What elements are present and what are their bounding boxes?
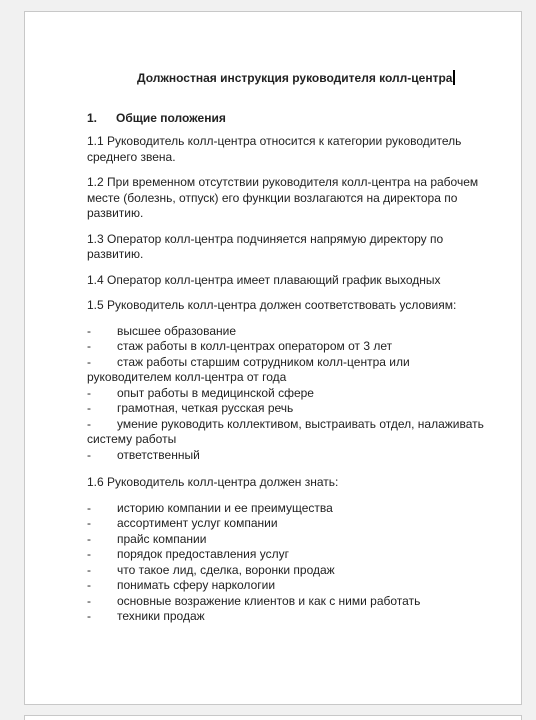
list-item-text: опыт работы в медицинской сфере (117, 385, 314, 400)
bullet-dash: - (87, 401, 91, 415)
document-title (96, 70, 496, 87)
list-item (87, 563, 487, 579)
list-item (87, 609, 487, 625)
list-item-text: понимать сферу наркологии (117, 578, 276, 592)
list-item (87, 578, 487, 594)
bullet-dash: - (87, 339, 91, 353)
bullet-dash: - (87, 578, 91, 592)
list-item (87, 324, 487, 340)
bullet-dash: - (87, 609, 91, 623)
paragraph-1-3: 1.3 Оператор колл-центра подчиняется напрямую директору по развитию. (87, 231, 444, 261)
list-item-text: прайс компании (117, 531, 207, 546)
list-item (87, 448, 487, 464)
list-item-text: стаж работы в колл-центрах оператором от 3 лет (117, 339, 393, 353)
document-page (24, 11, 522, 705)
paragraph-1-5: 1.5 Руководитель колл-центра должен соответствовать условиям: (87, 298, 457, 312)
section-title: Общие положения (116, 110, 226, 125)
list-item-text: ответственный (117, 447, 200, 462)
paragraph-1-6: 1.6 Руководитель колл-центра должен знать: (87, 475, 339, 489)
bullet-dash: - (87, 323, 91, 338)
list-item-text: ассортимент услуг компании (117, 516, 278, 530)
list-item-text: умение руководить коллективом, выстраивать отдел, налаживать систему работы (87, 416, 484, 446)
paragraph-1-2: 1.2 При временном отсутствии руководителя колл-центра на рабочем месте (болезнь, отпуск) его функции возлагаются на директора по развитию. (87, 175, 479, 220)
bullet-dash: - (87, 593, 91, 608)
list-item (87, 339, 487, 355)
bullet-dash: - (87, 447, 91, 462)
list-item-text: высшее образование (117, 323, 237, 338)
list-item (87, 594, 487, 610)
list-item (87, 532, 487, 548)
section-heading (87, 111, 487, 127)
list-item-text: порядок предоставления услуг (117, 547, 289, 561)
document-body[interactable] (87, 70, 487, 625)
requirements-list (87, 324, 487, 464)
section-number: 1. (87, 110, 98, 125)
list-item (87, 401, 487, 417)
bullet-dash: - (87, 416, 91, 431)
text-cursor (453, 70, 455, 85)
list-item (87, 386, 487, 402)
list-item-text: что такое лид, сделка, воронки продаж (117, 562, 335, 577)
bullet-dash: - (87, 531, 91, 546)
list-item-text: основные возражение клиентов и как с ними работать (117, 593, 421, 608)
list-item (87, 516, 487, 532)
bullet-dash: - (87, 547, 91, 561)
bullet-dash: - (87, 516, 91, 530)
list-item-text: грамотная, четкая русская речь (117, 401, 294, 415)
list-item-text: историю компании и ее преимущества (117, 500, 333, 515)
list-item-text: техники продаж (117, 609, 205, 623)
list-item (87, 355, 487, 386)
knowledge-list (87, 501, 487, 625)
list-item (87, 547, 487, 563)
list-item-text: стаж работы старшим сотрудником колл-центра или руководителем колл-центра от года (87, 354, 410, 384)
paragraph-1-1: 1.1 Руководитель колл-центра относится к категории руководитель среднего звена. (87, 134, 462, 164)
bullet-dash: - (87, 385, 91, 400)
next-document-page (24, 715, 522, 720)
bullet-dash: - (87, 354, 91, 369)
document-title-text: Должностная инструкция руководителя колл-центра (137, 71, 453, 85)
list-item (87, 501, 487, 517)
list-item (87, 417, 487, 448)
paragraph-1-4: 1.4 Оператор колл-центра имеет плавающий график выходных (87, 272, 441, 287)
bullet-dash: - (87, 500, 91, 515)
bullet-dash: - (87, 562, 91, 577)
